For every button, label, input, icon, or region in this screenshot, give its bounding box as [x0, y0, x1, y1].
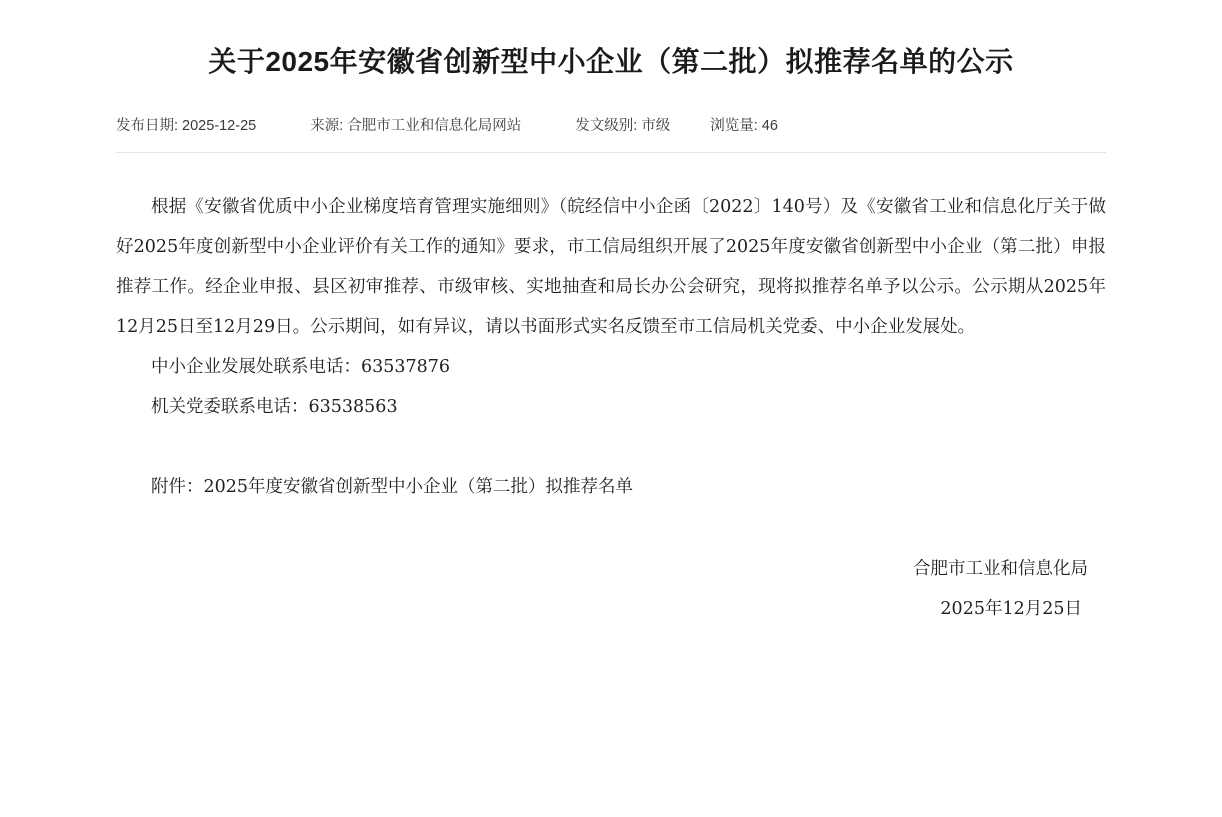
meta-level-label: 发文级别:	[575, 118, 638, 134]
signature-date: 2025年12月25日	[940, 599, 1082, 619]
signature-block	[116, 549, 1106, 629]
meta-level	[575, 114, 670, 135]
body-paragraph-2: 中小企业发展处联系电话：63537876	[151, 357, 451, 377]
body-paragraph-4: 附件：2025年度安徽省创新型中小企业（第二批）拟推荐名单	[151, 477, 634, 497]
meta-publish-date-value: 2025-12-25	[182, 118, 257, 134]
signature-organization: 合肥市工业和信息化局	[913, 559, 1088, 579]
meta-publish-date-label: 发布日期:	[116, 118, 179, 134]
body-paragraph-3: 机关党委联系电话：63538563	[151, 397, 398, 417]
article-container	[116, 40, 1106, 629]
body-paragraph-1: 根据《安徽省优质中小企业梯度培育管理实施细则》（皖经信中小企函〔2022〕140号）及《安徽省工业和信息化厅关于做好2025年度创新型中小企业评价有关工作的通知》要求，市工信局组织开展了2025年度安徽省创新型中小企业（第二批）申报推荐工作。经企业申报、县区初审推荐、市级审核、实地抽查和局长办公会研究，现将拟推荐名单予以公示。公示期从2025年12月25日至12月29日。公示期间，如有异议，请以书面形式实名反馈至市工信局机关党委、中小企业发展处。	[116, 197, 1106, 337]
document-meta-bar	[116, 114, 1106, 153]
meta-source	[310, 114, 521, 135]
meta-source-value: 合肥市工业和信息化局网站	[347, 118, 522, 134]
body-spacer	[116, 427, 1106, 467]
page-title: 关于2025年安徽省创新型中小企业（第二批）拟推荐名单的公示	[208, 46, 1014, 77]
meta-views-value: 46	[761, 118, 778, 134]
meta-publish-date	[116, 114, 256, 135]
meta-views-label: 浏览量:	[710, 118, 758, 134]
meta-source-label: 来源:	[310, 118, 344, 134]
meta-level-value: 市级	[641, 118, 671, 134]
meta-views	[710, 114, 778, 135]
document-body	[116, 187, 1106, 507]
